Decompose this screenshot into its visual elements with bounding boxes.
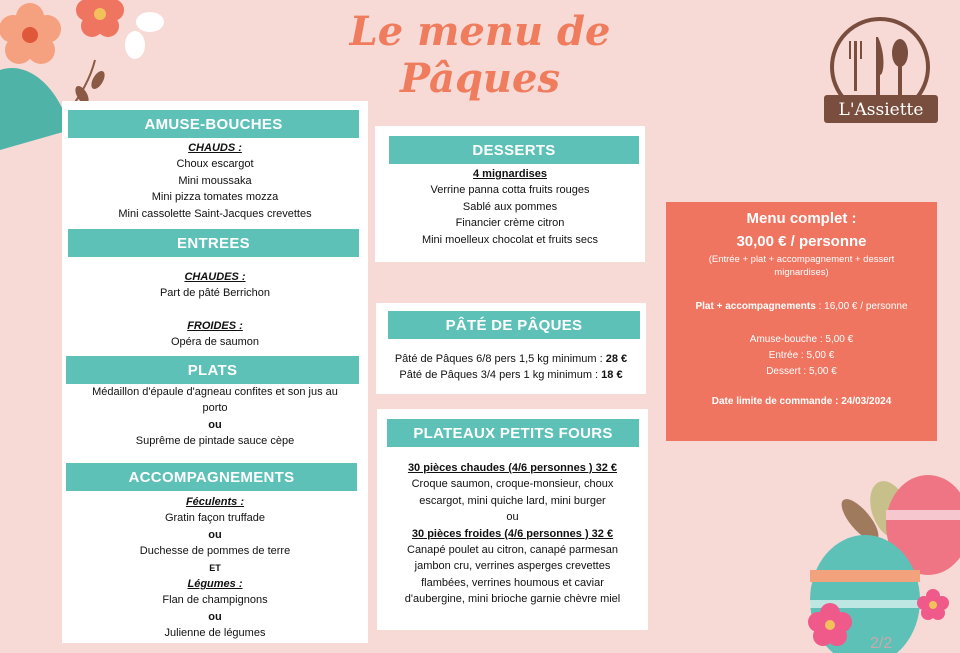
accomp-item: Gratin façon truffade: [164, 512, 266, 525]
entrees-item: Part de pâté Berrichon: [159, 287, 271, 300]
plateaux-card: [377, 409, 648, 630]
price-line: Entrée : 5,00 €: [768, 350, 835, 361]
accomp-or: ou: [208, 528, 222, 541]
accompagnements-heading: ACCOMPAGNEMENTS: [66, 463, 357, 491]
lassiette-logo: [820, 15, 942, 133]
entrees-list: [62, 269, 368, 351]
entrees-item: Opéra de saumon: [170, 336, 260, 349]
plats-item: Médaillon d'épaule d'agneau confites et son jus au porto: [92, 386, 338, 415]
amuse-bouches-list: [62, 140, 368, 222]
plats-list: [62, 384, 368, 450]
pate-heading: PÂTÉ DE PÂQUES: [388, 311, 640, 339]
plateaux-sub-froides: 30 pièces froides (4/6 personnes ) 32 €: [411, 527, 614, 540]
dessert-item: Mini moelleux chocolat et fruits secs: [421, 233, 599, 246]
accomp-or: ou: [208, 610, 222, 623]
amuse-bouches-heading: AMUSE-BOUCHES: [68, 110, 359, 138]
entrees-heading: ENTREES: [68, 229, 359, 257]
plateaux-text: Croque saumon, croque-monsieur, choux escargot, mini quiche lard, mini burger: [411, 478, 614, 507]
left-menu-card: [62, 101, 368, 643]
deadline: Date limite de commande : 24/03/2024: [711, 396, 892, 407]
menu-complet-box: [666, 202, 937, 441]
pate-card: [376, 303, 646, 394]
logo-text: L'Assiette: [838, 100, 924, 120]
plat-accomp-price: : 16,00 € / personne: [815, 301, 908, 312]
page-marker: 2/2: [870, 635, 893, 652]
menu-complet-price: 30,00 € / personne: [736, 233, 867, 250]
plateaux-or: ou: [506, 511, 519, 524]
plateaux-text: Canapé poulet au citron, canapé parmesan jambon cru, verrines asperges crevettes flambées, verrines houmous et caviar d'aubergine, mini brioche garnie chèvre miel: [404, 544, 621, 606]
pate-line: Pâté de Pâques 6/8 pers 1,5 kg minimum :: [394, 353, 606, 365]
accomp-item: Julienne de légumes: [164, 627, 266, 640]
pate-list: [376, 351, 646, 384]
dessert-item: Sablé aux pommes: [462, 200, 558, 213]
amuse-sub: CHAUDS :: [188, 142, 242, 154]
plat-accomp-label: Plat + accompagnements: [695, 301, 816, 312]
pate-line: Pâté de Pâques 3/4 pers 1 kg minimum :: [399, 369, 602, 382]
plats-heading: PLATS: [66, 356, 359, 384]
amuse-item: Mini moussaka: [178, 174, 252, 187]
desserts-heading: DESSERTS: [389, 136, 639, 164]
menu-complet-title: Menu complet :: [746, 210, 857, 227]
pate-price: 28 €: [605, 353, 628, 365]
amuse-item: Mini pizza tomates mozza: [151, 191, 279, 204]
menu-complet-note: (Entrée + plat + accompagnement + dessert mignardises): [708, 254, 895, 278]
accomp-item: Duchesse de pommes de terre: [139, 545, 291, 558]
desserts-card: [375, 126, 645, 262]
easter-eggs-decoration: [790, 440, 960, 653]
accomp-sub-feculents: Féculents :: [185, 496, 245, 508]
plateaux-list: [377, 460, 648, 608]
dessert-item: Verrine panna cotta fruits rouges: [430, 184, 590, 197]
accomp-sub-legumes: Légumes :: [187, 578, 243, 591]
entrees-sub-froides: FROIDES :: [187, 319, 243, 332]
amuse-item: Choux escargot: [176, 158, 254, 171]
plateaux-heading: PLATEAUX PETITS FOURS: [387, 419, 639, 447]
desserts-sub: 4 mignardises: [473, 168, 547, 180]
plats-or: ou: [208, 418, 222, 431]
plateaux-sub-chaudes: 30 pièces chaudes (4/6 personnes ) 32 €: [407, 462, 618, 474]
accomp-and: ET: [209, 562, 221, 573]
price-line: Dessert : 5,00 €: [766, 366, 837, 377]
page-title: Le menu de Pâques: [349, 8, 611, 102]
entrees-sub-chaudes: CHAUDES :: [184, 271, 246, 283]
desserts-list: [375, 166, 645, 248]
pate-price: 18 €: [601, 369, 623, 382]
amuse-item: Mini cassolette Saint-Jacques crevettes: [118, 207, 312, 220]
price-line: Amuse-bouche : 5,00 €: [749, 334, 854, 345]
plats-item: Suprême de pintade sauce cèpe: [135, 435, 295, 448]
dessert-item: Financier crème citron: [455, 217, 565, 230]
accomp-item: Flan de champignons: [162, 594, 268, 607]
accompagnements-list: [62, 494, 368, 642]
